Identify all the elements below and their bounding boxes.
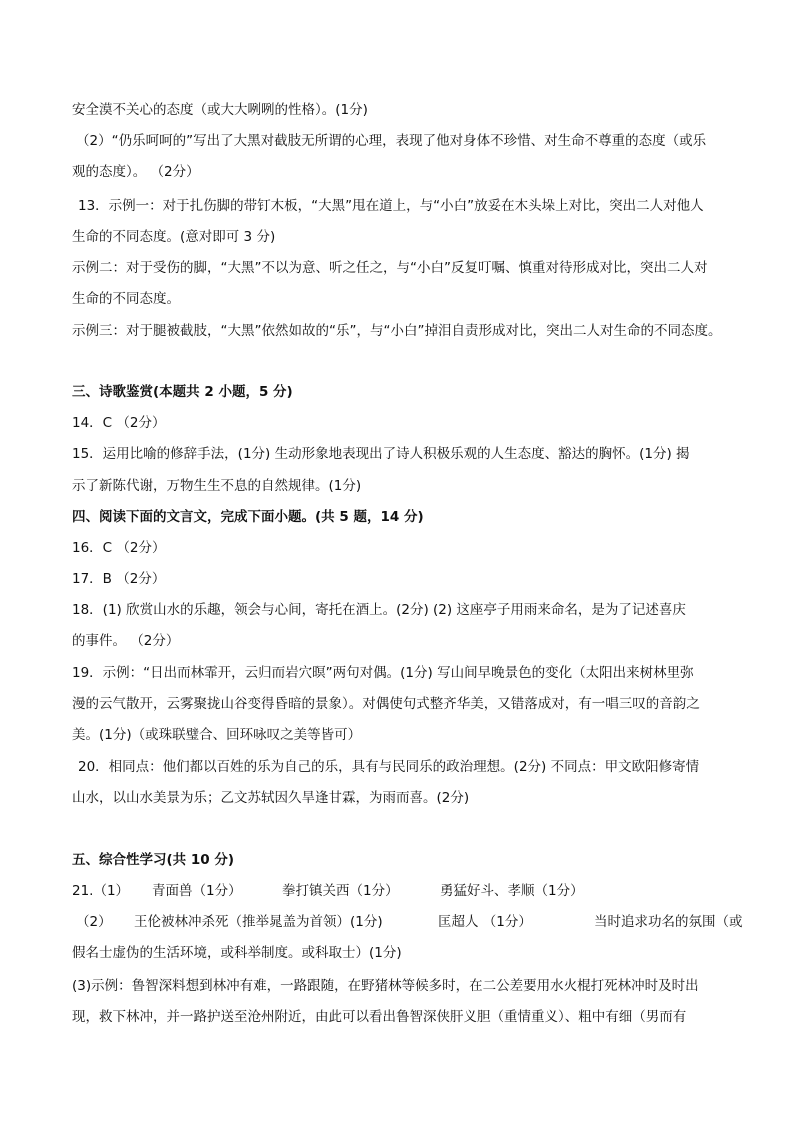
answer-21-part1 <box>72 881 734 901</box>
text-fragment: 勇猛好斗、孝顺（1分） <box>440 883 584 899</box>
section-heading-comprehensive: 五、综合性学习(共 10 分) <box>72 852 235 868</box>
text-line: 安全漠不关心的态度（或大大咧咧的性格）。(1分) <box>72 102 368 118</box>
text-line: 山水，以山水美景为乐；乙文苏轼因久旱逢甘霖，为雨而喜。(2分) <box>72 790 470 806</box>
text-fragment: 当时追求功名的氛围（或 <box>594 914 743 930</box>
answer-21-part2 <box>76 912 743 932</box>
answer-16: 16．C （2分） <box>72 540 166 556</box>
text-line: 假名士虚伪的生活环境，或科举制度。或科取士）(1分) <box>72 945 402 961</box>
text-line: 示了新陈代谢，万物生生不息的自然规律。(1分) <box>72 478 362 494</box>
text-line: 示例二：对于受伤的脚，“大黑”不以为意、听之任之，与“小白”反复叮嘱、慎重对待形成对比，突出二人对 <box>72 260 708 276</box>
answer-19: 19．示例：“日出而林霏开，云归而岩穴暝”两句对偶。(1分) 写山间早晚景色的变化（太阳出来树林里弥 <box>72 665 694 681</box>
text-line: 的事件。 （2分） <box>72 633 180 649</box>
text-line: 漫的云气散开，云雾聚拢山谷变得昏暗的景象）。对偶使句式整齐华美，又错落成对，有一唱三叹的音韵之 <box>72 696 700 712</box>
text-fragment: （2） <box>76 914 112 930</box>
section-heading-poetry: 三、诗歌鉴赏(本题共 2 小题，5 分) <box>72 384 293 400</box>
text-line: 生命的不同态度。(意对即可 3 分) <box>72 229 276 245</box>
text-fragment: 21.（1） <box>72 883 130 899</box>
text-fragment: 匡超人 （1分） <box>438 914 532 930</box>
text-fragment: 王伦被林冲杀死（推举晁盖为首领）(1分) <box>134 914 383 930</box>
answer-17: 17．B （2分） <box>72 571 166 587</box>
text-line: 美。(1分)（或珠联璧合、回环咏叹之美等皆可） <box>72 727 362 743</box>
answer-18: 18．(1) 欣赏山水的乐趣，领会与心间，寄托在酒上。(2分) (2) 这座亭子用雨来命名，是为了记述喜庆 <box>72 602 686 618</box>
answer-20: 20．相同点：他们都以百姓的乐为自己的乐，具有与民同乐的政治理想。(2分) 不同点：甲文欧阳修寄情 <box>78 759 700 775</box>
answer-13: 13．示例一：对于扎伤脚的带钉木板，“大黑”甩在道上，与“小白”放妥在木头垛上对比，突出二人对他人 <box>78 198 704 214</box>
answer-14: 14．C （2分） <box>72 415 166 431</box>
text-line: 现，救下林冲，并一路护送至沧州附近，由此可以看出鲁智深侠肝义胆（重情重义）、粗中有细（男而有 <box>72 1009 687 1025</box>
section-heading-classical: 四、阅读下面的文言文，完成下面小题。(共 5 题，14 分) <box>72 509 424 525</box>
text-line: 生命的不同态度。 <box>72 291 180 307</box>
answer-21-part3: (3)示例：鲁智深料想到林冲有难，一路跟随，在野猪林等候多时，在二公差要用水火棍打死林冲时及时出 <box>72 978 699 994</box>
text-line: 示例三：对于腿被截肢，“大黑”依然如故的“乐”，与“小白”掉泪自责形成对比，突出二人对生命的不同态度。 <box>72 323 722 339</box>
text-line: （2）“仍乐呵呵的”写出了大黑对截肢无所谓的心理，表现了他对身体不珍惜、对生命不尊重的态度（或乐 <box>76 133 707 149</box>
text-fragment: 青面兽（1分） <box>152 883 242 899</box>
text-fragment: 拳打镇关西（1分） <box>282 883 399 899</box>
answer-15: 15．运用比喻的修辞手法，(1分) 生动形象地表现出了诗人积极乐观的人生态度、豁达的胸怀。(1分) 揭 <box>72 446 690 462</box>
text-line: 观的态度）。 （2分） <box>72 164 200 180</box>
